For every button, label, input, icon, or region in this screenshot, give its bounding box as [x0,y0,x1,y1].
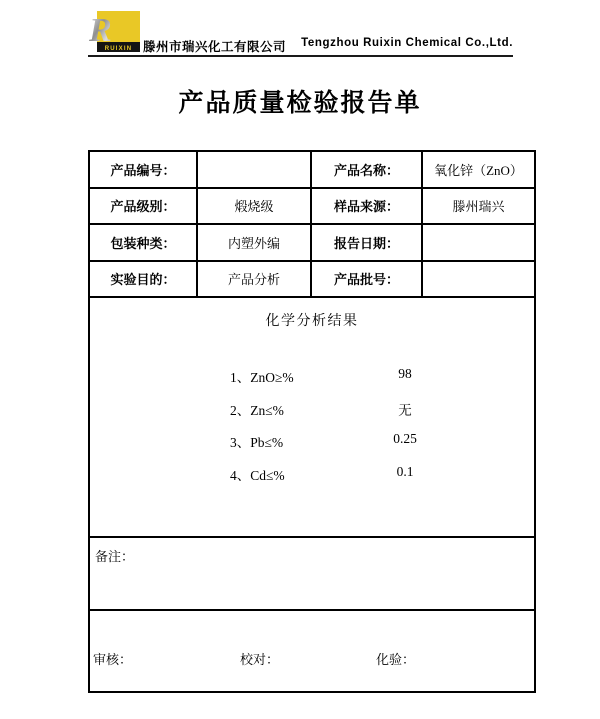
info-value-product-name: 氧化锌（ZnO） [423,152,534,189]
analysis-item-label: 1、ZnO≥% [230,370,294,385]
analysis-item-value: 0.1 [396,463,414,479]
info-label-sample-source: 样品来源： [312,189,423,226]
remarks-section [90,538,534,611]
analysis-item-pb [90,428,534,461]
info-label-test-purpose: 实验目的： [90,262,198,299]
logo-brand-text: RUIXIN [104,45,133,52]
remarks-label: 备注： [95,549,135,564]
signature-test-label: 化验： [376,652,416,667]
analysis-item-label: 2、Zn≤% [230,402,284,418]
chemical-analysis-heading: 化学分析结果 [265,314,359,329]
signature-section [90,611,534,702]
info-value-sample-source: 滕州瑞兴 [423,189,534,226]
info-label-batch-no: 产品批号： [312,262,423,299]
info-label-package-type: 包装种类： [90,225,198,262]
header-divider [88,55,513,57]
info-label-report-date: 报告日期： [312,225,423,262]
chemical-analysis-section [90,313,534,538]
ruixin-logo-icon [88,11,140,53]
info-label-product-grade: 产品级别： [90,189,198,226]
analysis-item-label: 3、Pb≤% [230,435,284,450]
info-grid [90,152,534,298]
info-label-product-name: 产品名称： [312,152,423,189]
analysis-item-cd [90,461,534,494]
info-value-product-no [198,152,312,189]
info-value-report-date [423,225,534,262]
analysis-item-value: 无 [398,402,412,418]
analysis-item-zn [90,396,534,429]
info-value-batch-no [423,262,534,299]
info-value-test-purpose: 产品分析 [198,262,312,299]
analysis-item-value: 98 [398,366,412,381]
logo-letter-r: R [89,12,112,49]
info-value-package-type: 内塑外编 [198,225,312,262]
info-label-product-no: 产品编号： [90,152,198,189]
company-name-cn: 滕州市瑞兴化工有限公司 [143,40,287,54]
company-name-en: Tengzhou Ruixin Chemical Co.,Ltd. [301,37,513,49]
page-title: 产品质量检验报告单 [178,89,422,117]
analysis-item-zno [90,363,534,396]
analysis-item-label: 4、Cd≤% [230,467,285,483]
chemical-analysis-items [90,363,534,493]
signature-proofread-label: 校对： [240,652,280,667]
signature-review-label: 审核： [93,652,133,667]
report-table [88,150,536,693]
info-value-product-grade: 煅烧级 [198,189,312,226]
analysis-item-value: 0.25 [393,431,417,446]
